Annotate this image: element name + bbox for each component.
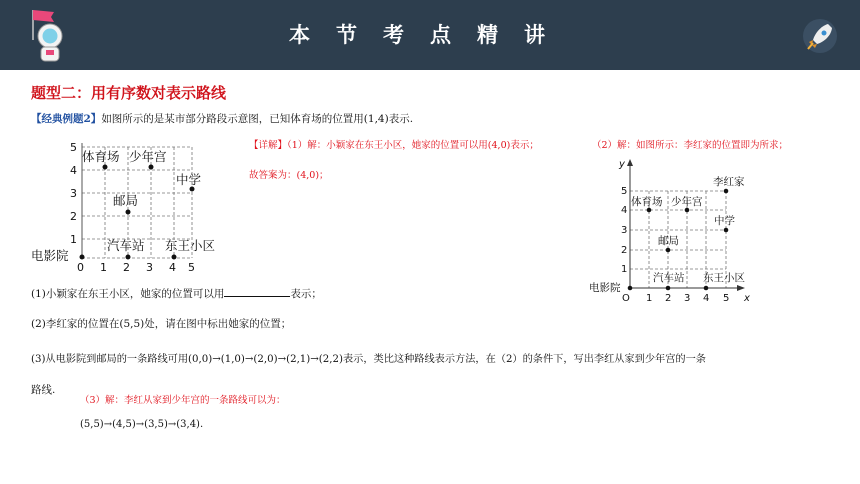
right-place-lihong: 李红家 bbox=[713, 176, 745, 188]
left-x-tick-4: 4 bbox=[169, 261, 176, 274]
header-title: 本节考点精讲 bbox=[289, 23, 571, 47]
right-origin-label: O bbox=[622, 293, 630, 304]
right-x-axis-label: x bbox=[744, 293, 750, 304]
left-place-stadium: 体育场 bbox=[82, 149, 120, 164]
problem-intro-line bbox=[31, 111, 413, 126]
left-map-diagram bbox=[30, 138, 220, 276]
example-label: 【经典例题2】 bbox=[31, 113, 102, 125]
right-y-tick-2: 2 bbox=[621, 245, 628, 256]
right-x-tick-3: 3 bbox=[684, 293, 691, 304]
left-x-tick-1: 1 bbox=[100, 261, 107, 274]
solution-3: （3）解：李红从家到少年宫的一条路线可以为： bbox=[80, 395, 286, 406]
left-y-tick-4: 4 bbox=[70, 164, 77, 177]
left-y-tick-3: 3 bbox=[70, 187, 77, 200]
left-place-bus-station: 汽车站 bbox=[107, 238, 145, 253]
right-y-tick-5: 5 bbox=[621, 186, 628, 197]
left-y-tick-2: 2 bbox=[70, 210, 77, 223]
left-x-tick-5: 5 bbox=[188, 261, 195, 274]
left-y-tick-5: 5 bbox=[70, 141, 77, 154]
right-y-axis-label: y bbox=[619, 159, 625, 170]
left-place-cinema: 电影院 bbox=[31, 248, 69, 263]
right-place-stadium: 体育场 bbox=[631, 196, 663, 208]
right-place-dongwang: 东王小区 bbox=[703, 272, 745, 284]
answer-blank bbox=[224, 287, 290, 297]
right-place-middle-school: 中学 bbox=[714, 215, 735, 227]
right-x-tick-5: 5 bbox=[723, 293, 730, 304]
left-x-tick-0: 0 bbox=[77, 261, 84, 274]
right-place-cinema: 电影院 bbox=[589, 282, 621, 294]
solution-2: （2）解：如图所示：李红家的位置即为所求； bbox=[592, 140, 789, 151]
right-y-tick-3: 3 bbox=[621, 225, 628, 236]
right-place-bus-station: 汽车站 bbox=[653, 272, 685, 284]
section-title: 题型二：用有序数对表示路线 bbox=[31, 84, 227, 102]
left-x-tick-2: 2 bbox=[123, 261, 130, 274]
left-place-post-office: 邮局 bbox=[113, 193, 139, 208]
left-y-tick-1: 1 bbox=[70, 233, 77, 246]
question-3-line-2: 路线. bbox=[31, 384, 56, 396]
right-x-tick-2: 2 bbox=[665, 293, 672, 304]
question-1-text: (1)小颖家在东王小区，她家的位置可以用 bbox=[31, 288, 225, 300]
solution-1-answer: 故答案为：(4,0)； bbox=[249, 170, 329, 181]
left-place-middle-school: 中学 bbox=[176, 172, 202, 187]
left-place-dongwang: 东王小区 bbox=[165, 238, 216, 253]
question-2: (2)李红家的位置在(5,5)处，请在图中标出她家的位置； bbox=[31, 318, 292, 330]
solution-1: 【详解】（1）解：小颖家在东王小区，她家的位置可以用(4,0)表示； bbox=[249, 140, 539, 151]
question-1 bbox=[31, 286, 322, 301]
solution-3-answer: (5,5)→(4,5)→(3,5)→(3,4). bbox=[80, 419, 204, 430]
right-map-diagram bbox=[585, 155, 760, 305]
question-1-end: 表示； bbox=[290, 288, 322, 300]
question-3-line-1: (3)从电影院到邮局的一条路线可用(0,0)→(1,0)→(2,0)→(2,1)→(2,2)表示，类比这种路线表示方法，在（2）的条件下，写出李红从家到少年宫的一条 bbox=[31, 354, 706, 365]
right-x-tick-4: 4 bbox=[703, 293, 710, 304]
left-place-youth-palace: 少年宫 bbox=[129, 149, 167, 164]
problem-intro: 如图所示的是某市部分路段示意图，已知体育场的位置用(1,4)表示. bbox=[101, 113, 414, 125]
right-x-tick-1: 1 bbox=[646, 293, 653, 304]
right-y-tick-1: 1 bbox=[621, 264, 628, 275]
right-place-youth-palace: 少年宫 bbox=[671, 196, 703, 208]
right-place-post-office: 邮局 bbox=[658, 235, 679, 247]
right-y-tick-4: 4 bbox=[621, 205, 628, 216]
left-x-tick-3: 3 bbox=[146, 261, 153, 274]
